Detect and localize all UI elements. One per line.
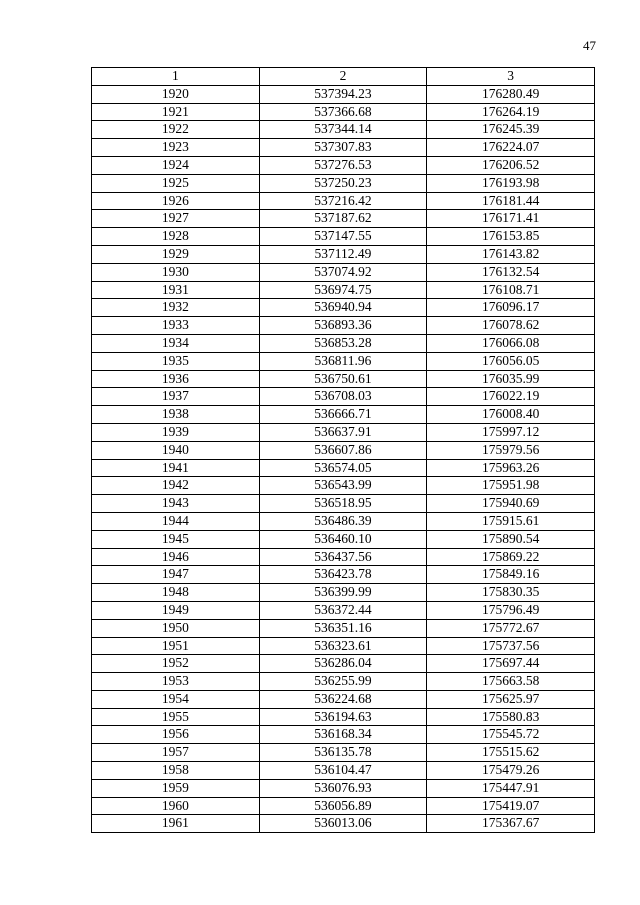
table-cell: 536460.10 (259, 530, 427, 548)
table-cell: 536893.36 (259, 317, 427, 335)
table-cell: 1958 (92, 762, 260, 780)
table-cell: 536104.47 (259, 762, 427, 780)
table-cell: 175849.16 (427, 566, 595, 584)
table-cell: 1953 (92, 673, 260, 691)
table-row (92, 673, 595, 691)
table-row (92, 477, 595, 495)
table-cell: 1948 (92, 584, 260, 602)
table-cell: 175625.97 (427, 690, 595, 708)
table-cell: 536323.61 (259, 637, 427, 655)
table-cell: 537276.53 (259, 156, 427, 174)
table-cell: 176056.05 (427, 352, 595, 370)
table-row (92, 566, 595, 584)
table-cell: 536135.78 (259, 744, 427, 762)
table-row (92, 779, 595, 797)
table-row (92, 192, 595, 210)
table-row (92, 370, 595, 388)
table-cell: 176096.17 (427, 299, 595, 317)
table-row (92, 548, 595, 566)
table-row (92, 797, 595, 815)
table-row (92, 762, 595, 780)
table-cell: 536543.99 (259, 477, 427, 495)
table-row (92, 584, 595, 602)
table-cell: 176008.40 (427, 406, 595, 424)
table-cell: 1941 (92, 459, 260, 477)
table-cell: 175963.26 (427, 459, 595, 477)
table-cell: 175772.67 (427, 619, 595, 637)
table-cell: 1931 (92, 281, 260, 299)
table-cell: 536224.68 (259, 690, 427, 708)
table-cell: 176153.85 (427, 228, 595, 246)
table-row (92, 210, 595, 228)
table-row (92, 299, 595, 317)
table-cell: 1938 (92, 406, 260, 424)
table-cell: 537074.92 (259, 263, 427, 281)
table-row (92, 744, 595, 762)
table-cell: 1960 (92, 797, 260, 815)
table-cell: 1940 (92, 441, 260, 459)
table-row (92, 228, 595, 246)
table-cell: 1926 (92, 192, 260, 210)
table-cell: 1947 (92, 566, 260, 584)
table-cell: 176143.82 (427, 245, 595, 263)
table-row (92, 317, 595, 335)
table-cell: 536423.78 (259, 566, 427, 584)
table-row (92, 815, 595, 833)
table-cell: 536853.28 (259, 334, 427, 352)
table-cell: 536286.04 (259, 655, 427, 673)
table-cell: 175890.54 (427, 530, 595, 548)
table-cell: 1950 (92, 619, 260, 637)
table-cell: 176206.52 (427, 156, 595, 174)
table-row (92, 263, 595, 281)
table-row (92, 619, 595, 637)
table-cell: 176108.71 (427, 281, 595, 299)
table-cell: 1946 (92, 548, 260, 566)
table-cell: 1961 (92, 815, 260, 833)
table-cell: 536811.96 (259, 352, 427, 370)
table-cell: 1927 (92, 210, 260, 228)
table-cell: 175367.67 (427, 815, 595, 833)
table-cell: 536013.06 (259, 815, 427, 833)
column-header: 3 (427, 68, 595, 86)
table-cell: 1920 (92, 85, 260, 103)
table-cell: 175737.56 (427, 637, 595, 655)
table-cell: 1943 (92, 495, 260, 513)
table-row (92, 352, 595, 370)
table-cell: 536168.34 (259, 726, 427, 744)
table-cell: 1944 (92, 512, 260, 530)
table-cell: 1949 (92, 601, 260, 619)
table-row (92, 530, 595, 548)
table-row (92, 156, 595, 174)
table-row (92, 637, 595, 655)
table-cell: 1929 (92, 245, 260, 263)
coordinates-table (91, 67, 595, 833)
table-cell: 1957 (92, 744, 260, 762)
table-cell: 1932 (92, 299, 260, 317)
table-cell: 537147.55 (259, 228, 427, 246)
table-cell: 536056.89 (259, 797, 427, 815)
table-cell: 175515.62 (427, 744, 595, 762)
table-cell: 536486.39 (259, 512, 427, 530)
table-cell: 537307.83 (259, 139, 427, 157)
table-cell: 1936 (92, 370, 260, 388)
table-cell: 176264.19 (427, 103, 595, 121)
table-row (92, 388, 595, 406)
table-cell: 175940.69 (427, 495, 595, 513)
table-cell: 175545.72 (427, 726, 595, 744)
table-cell: 536399.99 (259, 584, 427, 602)
table-body (92, 85, 595, 832)
table-cell: 175663.58 (427, 673, 595, 691)
table-cell: 176066.08 (427, 334, 595, 352)
table-cell: 536351.16 (259, 619, 427, 637)
table-cell: 176078.62 (427, 317, 595, 335)
table-cell: 537112.49 (259, 245, 427, 263)
table-cell: 536637.91 (259, 423, 427, 441)
table-row (92, 406, 595, 424)
column-header: 2 (259, 68, 427, 86)
table-cell: 176171.41 (427, 210, 595, 228)
table-cell: 536666.71 (259, 406, 427, 424)
table-cell: 536372.44 (259, 601, 427, 619)
table-row (92, 512, 595, 530)
table-cell: 1928 (92, 228, 260, 246)
table-cell: 175979.56 (427, 441, 595, 459)
table-cell: 175580.83 (427, 708, 595, 726)
table-cell: 175869.22 (427, 548, 595, 566)
table-row (92, 655, 595, 673)
table-cell: 176245.39 (427, 121, 595, 139)
table-cell: 537366.68 (259, 103, 427, 121)
column-header: 1 (92, 68, 260, 86)
table-cell: 175951.98 (427, 477, 595, 495)
table-cell: 1955 (92, 708, 260, 726)
table-cell: 536574.05 (259, 459, 427, 477)
table-row (92, 708, 595, 726)
table-cell: 175419.07 (427, 797, 595, 815)
table-cell: 1939 (92, 423, 260, 441)
table-cell: 175479.26 (427, 762, 595, 780)
table-cell: 537216.42 (259, 192, 427, 210)
table-cell: 536194.63 (259, 708, 427, 726)
table-cell: 1952 (92, 655, 260, 673)
table-header-row (92, 68, 595, 86)
table-cell: 536255.99 (259, 673, 427, 691)
table-cell: 175915.61 (427, 512, 595, 530)
table-row (92, 690, 595, 708)
table-cell: 1935 (92, 352, 260, 370)
table-row (92, 441, 595, 459)
table-cell: 176224.07 (427, 139, 595, 157)
table-cell: 1956 (92, 726, 260, 744)
table-cell: 176022.19 (427, 388, 595, 406)
table-cell: 175997.12 (427, 423, 595, 441)
table-cell: 175796.49 (427, 601, 595, 619)
table-row (92, 459, 595, 477)
table-cell: 537187.62 (259, 210, 427, 228)
table-row (92, 334, 595, 352)
table-cell: 176280.49 (427, 85, 595, 103)
table-cell: 175697.44 (427, 655, 595, 673)
table-cell: 537344.14 (259, 121, 427, 139)
table-cell: 1930 (92, 263, 260, 281)
table-row (92, 495, 595, 513)
table-cell: 176193.98 (427, 174, 595, 192)
table-cell: 1921 (92, 103, 260, 121)
table-cell: 1933 (92, 317, 260, 335)
table-cell: 1951 (92, 637, 260, 655)
table-cell: 536750.61 (259, 370, 427, 388)
table-cell: 537250.23 (259, 174, 427, 192)
table-row (92, 139, 595, 157)
table-cell: 536437.56 (259, 548, 427, 566)
table-cell: 1937 (92, 388, 260, 406)
table-cell: 536607.86 (259, 441, 427, 459)
table-row (92, 726, 595, 744)
table-cell: 175447.91 (427, 779, 595, 797)
table-cell: 537394.23 (259, 85, 427, 103)
table-row (92, 85, 595, 103)
table-cell: 536076.93 (259, 779, 427, 797)
table-cell: 176035.99 (427, 370, 595, 388)
table-row (92, 281, 595, 299)
table-row (92, 601, 595, 619)
table-cell: 536974.75 (259, 281, 427, 299)
table-cell: 1925 (92, 174, 260, 192)
table-cell: 536708.03 (259, 388, 427, 406)
table-cell: 176181.44 (427, 192, 595, 210)
table-cell: 536940.94 (259, 299, 427, 317)
table-cell: 1959 (92, 779, 260, 797)
table-cell: 1924 (92, 156, 260, 174)
table-row (92, 245, 595, 263)
table-row (92, 423, 595, 441)
page-number: 47 (583, 38, 596, 53)
table-cell: 1934 (92, 334, 260, 352)
table-cell: 1945 (92, 530, 260, 548)
table-cell: 175830.35 (427, 584, 595, 602)
table-row (92, 121, 595, 139)
table-cell: 176132.54 (427, 263, 595, 281)
table-cell: 1954 (92, 690, 260, 708)
table-cell: 536518.95 (259, 495, 427, 513)
table-row (92, 103, 595, 121)
table-cell: 1923 (92, 139, 260, 157)
table-cell: 1942 (92, 477, 260, 495)
table-row (92, 174, 595, 192)
table-cell: 1922 (92, 121, 260, 139)
